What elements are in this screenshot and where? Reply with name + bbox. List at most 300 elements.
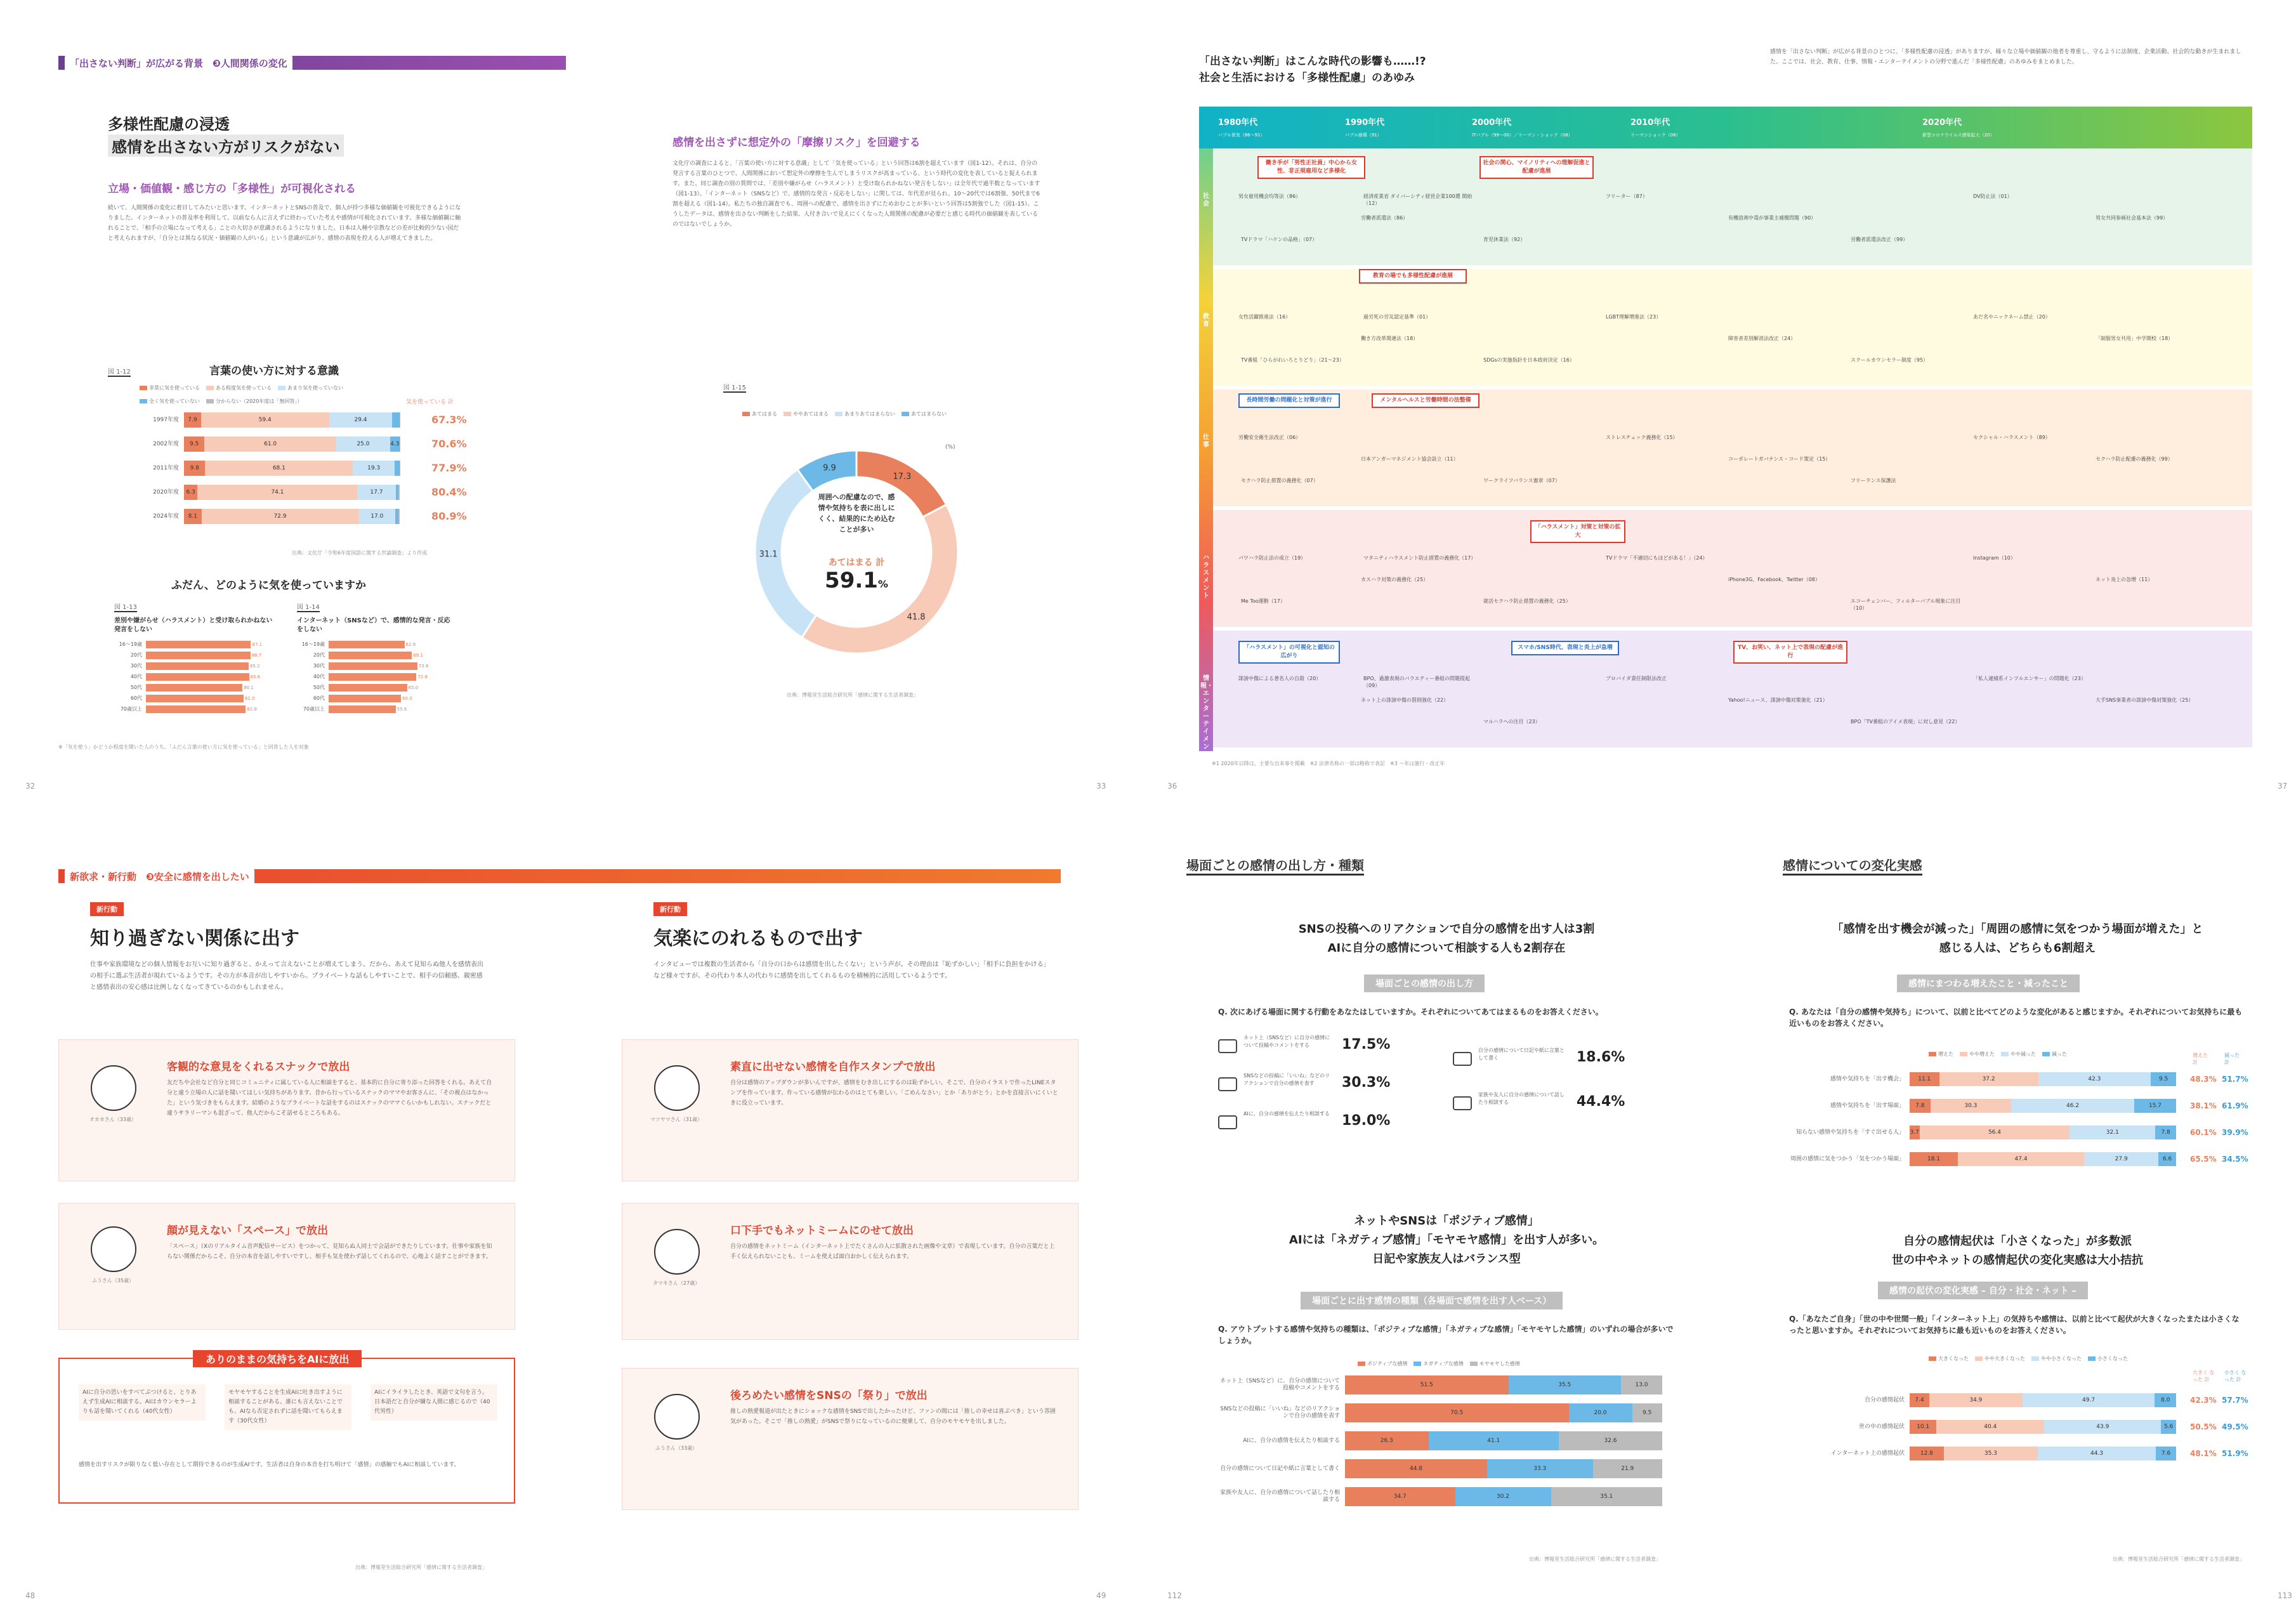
legend-label: ある程度気を使っている bbox=[216, 385, 272, 391]
bar-segment: 43.9 bbox=[2044, 1420, 2161, 1434]
row-label: 60代 bbox=[130, 695, 142, 701]
stat-icon bbox=[1218, 1115, 1237, 1129]
bar-value: 62.9 bbox=[405, 642, 416, 647]
donut-total-pct: % bbox=[877, 578, 888, 590]
total-dec: 51.9% bbox=[2222, 1449, 2248, 1458]
legend-label: 小さくなった bbox=[2097, 1356, 2128, 1362]
ai-box-body: 感情を出すリスクが限りなく低い存在として期待できるのが生成AIです。生活者は自身の本音を打ち明けて「感情」の感触でもAIに相談しています。 bbox=[79, 1462, 460, 1468]
row-label: 感情や気持ちを「出す場面」 bbox=[1830, 1102, 1905, 1109]
bar-segment: 9.8 bbox=[184, 461, 205, 476]
bar-segment: 7.6 bbox=[2156, 1447, 2176, 1460]
p8-sub-1: 感情にまつわる増えたこと・減ったこと bbox=[1897, 975, 2080, 992]
avatar-name: タマキさん（27歳） bbox=[652, 1280, 700, 1286]
stack-chart-3 bbox=[1789, 1393, 2246, 1482]
bar-mark bbox=[146, 652, 251, 659]
spread-2 bbox=[1161, 0, 2296, 806]
bar-segment: 56.4 bbox=[1920, 1126, 2070, 1139]
row-label: 世の中の感情起伏 bbox=[1858, 1423, 1905, 1430]
timeline-item: ネット炎上の急増（11） bbox=[2096, 577, 2153, 582]
bar-segment: 42.3 bbox=[2038, 1072, 2151, 1086]
timeline-item: TVドラマ「不適切にもほどがある！」（24） bbox=[1606, 555, 1708, 561]
bar-row bbox=[184, 461, 400, 476]
bar-row bbox=[1910, 1152, 2176, 1166]
p5-title: 知り過ぎない関係に出す bbox=[90, 928, 299, 950]
legend-swatch bbox=[2031, 1356, 2039, 1361]
sc2-title: インターネット（SNSなど）で、感情的な発言・反応をしない bbox=[297, 617, 450, 633]
stack1-legend bbox=[1358, 1360, 1624, 1367]
legend-label: あてはまる bbox=[752, 411, 777, 417]
new-action-tag-2: 新行動 bbox=[653, 902, 687, 916]
row-label: 周囲の感情に気をつかう「気をつかう場面」 bbox=[1790, 1155, 1905, 1162]
sc1-title: 差別や嫌がらせ（ハラスメント）と受け取られかねない発言をしない bbox=[114, 617, 273, 633]
legend-item bbox=[1929, 1355, 1969, 1362]
bar-mark bbox=[146, 662, 249, 670]
bar-segment: 8.1 bbox=[184, 509, 202, 524]
p6-card-1 bbox=[622, 1039, 1079, 1181]
bar-segment: 32.6 bbox=[1559, 1431, 1662, 1450]
bar-segment: 33.3 bbox=[1487, 1459, 1593, 1478]
page-number-49: 49 bbox=[1096, 1591, 1106, 1600]
spread-1 bbox=[0, 0, 1123, 806]
chart1-legend bbox=[140, 384, 406, 405]
timeline-highlight-red: メンタルヘルスと労働時間の法整備 bbox=[1372, 393, 1479, 408]
bar-mark bbox=[329, 705, 396, 713]
p1-body: 続いて、人間関係の変化に着目してみたいと思います。インターネットとSNSの普及で、個人が持つ多様な価値観を可視化できるようになりました。インターネットの普及率を利用して、以前なら人に言えずに終わっていた考えや感情が可視化されています。多様な価値観に触れることで、「相手の立場になって考える」ことの大切さが意識されるようになりました。日本は人種や宗教などの差が比較的少ない国だと考えられますが、「自分とは異なる状況・価値観の人がいる」という意識が広がり、感情の表現を控える人が増えてきました。 bbox=[108, 205, 461, 242]
legend-label: やや大きくなった bbox=[1984, 1356, 2025, 1362]
bar-value: 65.0 bbox=[408, 685, 419, 690]
timeline-item: TV番組「ひらがれいろとりどり」（21〜23） bbox=[1241, 357, 1344, 363]
timeline-highlight-red: 「ハラスメント」対策と対策の拡大 bbox=[1530, 520, 1625, 543]
bar-segment: 29.4 bbox=[329, 412, 393, 428]
timeline-item: SDGsの実施指針を日本政府決定（16） bbox=[1483, 357, 1575, 363]
band bbox=[1213, 269, 2252, 386]
bar-mark bbox=[146, 705, 246, 713]
legend-swatch bbox=[2042, 1052, 2050, 1056]
era-sub: バブル崩壊（91） bbox=[1345, 133, 1382, 138]
stack2-legend bbox=[1929, 1051, 2157, 1058]
timeline-item: スクールカウンセラー制度（95） bbox=[1851, 357, 1929, 363]
row-label: 2024年度 bbox=[153, 513, 179, 520]
band bbox=[1213, 148, 2252, 265]
donut-legend bbox=[742, 410, 996, 417]
bar-segment: 41.1 bbox=[1429, 1431, 1559, 1450]
bar-segment: 30.2 bbox=[1455, 1487, 1551, 1506]
fig-1-14-label: 図 1-14 bbox=[297, 601, 320, 612]
timeline-highlight-red: TV、お笑い、ネット上で表現の配慮が進行 bbox=[1733, 641, 1847, 664]
timeline-bands bbox=[1200, 148, 2252, 758]
page-number-37: 37 bbox=[2278, 782, 2288, 791]
bar-segment: 12.8 bbox=[1910, 1447, 1944, 1460]
legend-swatch bbox=[1414, 1362, 1421, 1366]
card-body: 友だちや会社など自分と同じコミュニティに属している人に相談をすると、基本的に自分に寄り添った回答をくれる。あえて自分と違う立場の人に話を聞いてほしい気持ちがあります。昔から行っているスナックのママやお客さんに、「その視点はなかった」という気づきをもらえます。結婚のようなプライベートな話をするのはスナックのママぐらいかもしれない。スナックだと違うサラリーマンも混ざって、他人だからこそ話せるところもある。 bbox=[167, 1080, 492, 1117]
legend-item bbox=[902, 410, 947, 417]
p7-source: 出典：博報堂生活総合研究所「感情に関する生活者調査」 bbox=[1529, 1556, 1661, 1562]
bar-segment: 13.0 bbox=[1621, 1375, 1662, 1395]
stat-icon bbox=[1218, 1039, 1237, 1053]
timeline-item: 経済産業省 ダイバーシティ経営企業100選 開始（12） bbox=[1363, 194, 1473, 206]
bar-value: 69.1 bbox=[413, 653, 423, 658]
row-label: 40代 bbox=[313, 674, 325, 679]
avatar-name: マツヤマさん（31歳） bbox=[650, 1117, 702, 1122]
bar-row bbox=[1345, 1487, 1662, 1506]
timeline-item: 日本アンガーマネジメント協会設立（11） bbox=[1361, 456, 1459, 462]
bar-segment bbox=[395, 461, 400, 476]
legend-label: 分からない（2020年度は「無回答」） bbox=[216, 398, 303, 404]
legend-label: モヤモヤした感情 bbox=[1479, 1361, 1520, 1367]
legend-swatch bbox=[2088, 1356, 2096, 1361]
bar-segment bbox=[398, 509, 400, 524]
p1-subhead: 立場・価値観・感じ方の「多様性」が可視化される bbox=[108, 183, 356, 195]
p5-card-2 bbox=[58, 1203, 515, 1330]
legend-label: やや小さくなった bbox=[2041, 1356, 2082, 1362]
p1-title-2: 感情を出さない方がリスクがない bbox=[108, 135, 344, 157]
legend-label: 大きくなった bbox=[1938, 1356, 1969, 1362]
bar-segment: 17.0 bbox=[358, 509, 395, 524]
bar-segment bbox=[392, 412, 399, 428]
card-title: 顔が見えない「スペース」で放出 bbox=[167, 1224, 329, 1237]
row-total: 80.4% bbox=[431, 486, 467, 498]
page-number-32: 32 bbox=[25, 782, 36, 791]
p7-sub-2: 場面ごとに出す感情の種類（各場面で感情を出す人ベース） bbox=[1301, 1292, 1563, 1309]
ai-box-title: ありのままの気持ちをAIに放出 bbox=[193, 1350, 362, 1367]
stat-value: 17.5% bbox=[1342, 1037, 1391, 1053]
timeline-item: セクハラ防止措置の義務化（07） bbox=[1241, 478, 1318, 483]
bar-mark bbox=[329, 652, 412, 659]
stat-value: 30.3% bbox=[1342, 1075, 1391, 1091]
legend-item bbox=[835, 410, 895, 417]
page-number-113: 113 bbox=[2278, 1591, 2292, 1600]
timeline-item: カスハラ対策の義務化（25） bbox=[1361, 577, 1429, 582]
ai-comment-3: AIにイライラしたとき、英語で文句を言う。日本語だと自分が嫌な人間に感じるので（40代男性） bbox=[371, 1384, 497, 1421]
timeline-item: 女性活躍推進法（16） bbox=[1238, 314, 1291, 320]
bar-row bbox=[1910, 1393, 2176, 1407]
band-label: 教育 bbox=[1203, 313, 1209, 328]
bar-segment: 3.7 bbox=[1910, 1126, 1920, 1139]
legend-item bbox=[742, 410, 777, 417]
era-sub: ITバブル（99～00）／リーマン・ショック（08） bbox=[1472, 133, 1573, 138]
timeline-highlight-red: 社会の関心、マイノリティへの理解促進と配慮が進展 bbox=[1479, 156, 1594, 179]
bar-row bbox=[184, 509, 400, 524]
row-label: 自分の感情について日記や紙に言葉として書く bbox=[1220, 1465, 1340, 1472]
band bbox=[1213, 510, 2252, 627]
legend-label: 非常に気を使っている bbox=[149, 385, 200, 391]
small-chart-2 bbox=[297, 641, 456, 723]
bar-value: 82.8 bbox=[247, 707, 257, 712]
row-label: 16～19歳 bbox=[301, 641, 325, 647]
era-sub: リーマンショック（08） bbox=[1630, 133, 1681, 138]
row-label: 70歳以上 bbox=[120, 706, 142, 712]
timeline-item: ストレスチェック義務化（15） bbox=[1606, 435, 1678, 440]
stack2-header-dec: 減った 計 bbox=[2224, 1053, 2240, 1065]
stack3-header-small: 小さく なった 計 bbox=[2224, 1370, 2247, 1382]
bar-value: 87.1 bbox=[252, 642, 263, 647]
bar-segment: 59.4 bbox=[201, 412, 329, 428]
bar-segment: 44.3 bbox=[2038, 1447, 2156, 1460]
legend-label: 全く気を使っていない bbox=[149, 398, 200, 404]
p5-card-1 bbox=[58, 1039, 515, 1181]
bar-row bbox=[184, 485, 400, 500]
p7-title-2: ネットやSNSは「ポジティブ感情」 AIには「ネガティブ感情」「モヤモヤ感情」を出す人が多い。 日記や家族友人はバランス型 bbox=[1289, 1214, 1604, 1266]
timeline-item: 育児休業法（92） bbox=[1483, 237, 1526, 242]
donut-value: 41.8 bbox=[907, 612, 926, 622]
timeline-item: セクハラ防止配慮の義務化（99） bbox=[2096, 456, 2173, 462]
total-inc: 48.3% bbox=[2190, 1075, 2217, 1084]
band bbox=[1213, 631, 2252, 747]
bar-value: 81.0 bbox=[244, 696, 255, 701]
row-total: 77.9% bbox=[431, 462, 467, 474]
bar-segment: 20.0 bbox=[1569, 1403, 1632, 1422]
bar-segment: 4.3 bbox=[390, 436, 400, 452]
timeline-eras bbox=[1199, 107, 2252, 148]
bar-mark bbox=[329, 673, 416, 681]
timeline-item: セクシャル・ハラスメント（89） bbox=[1973, 435, 2050, 440]
legend-item bbox=[2031, 1355, 2082, 1362]
bar-value: 55.6 bbox=[397, 707, 407, 712]
total-dec: 61.9% bbox=[2222, 1101, 2248, 1110]
donut-value: 17.3 bbox=[893, 471, 912, 482]
era-label: 1980年代 bbox=[1218, 118, 1258, 128]
legend-item bbox=[1975, 1355, 2025, 1362]
total-inc: 50.5% bbox=[2190, 1422, 2217, 1431]
row-label: 家族や友人に、自分の感情について話したり相談する bbox=[1220, 1490, 1340, 1503]
bar-segment: 9.5 bbox=[184, 436, 204, 452]
era-sub: バブル景気（86～91） bbox=[1218, 133, 1265, 138]
chart1-bars bbox=[146, 412, 467, 539]
section-label-3: 新欲求・新行動 ❸安全に感情を出したい bbox=[65, 869, 254, 884]
row-label: 20代 bbox=[313, 652, 325, 658]
avatar bbox=[654, 1065, 700, 1111]
legend-swatch bbox=[1960, 1052, 1967, 1056]
stat-value: 44.4% bbox=[1577, 1094, 1625, 1110]
bar-segment: 35.1 bbox=[1551, 1487, 1663, 1506]
timeline-item: 「制服男女共用」中学開校（18） bbox=[2096, 336, 2174, 341]
p3-title-2: 社会と生活における「多様性配慮」のあゆみ bbox=[1199, 72, 1415, 84]
bar-segment: 21.9 bbox=[1593, 1459, 1663, 1478]
timeline-item: あだ名やニックネーム禁止（20） bbox=[1973, 314, 2050, 320]
p7-q-2: Q. アウトプットする感情や気持ちの種類は、「ポジティブな感情」「ネガティブな感情」「モヤモヤした感情」のいずれの場合が多いでしょうか。 bbox=[1218, 1325, 1674, 1345]
bar-value: 60.0 bbox=[402, 696, 412, 701]
legend-label: ポジティブな感情 bbox=[1367, 1361, 1408, 1367]
legend-item bbox=[1414, 1360, 1463, 1367]
bar-segment: 7.9 bbox=[184, 412, 201, 428]
total-dec: 34.5% bbox=[2222, 1155, 2248, 1164]
total-inc: 38.1% bbox=[2190, 1101, 2217, 1110]
ai-comment-1: AIに自分の思いをすべてぶつけると、とりあえず生成AIに相談する。AIはカウンセラーよりも話を聞いてくれる（40代女性） bbox=[79, 1384, 206, 1421]
card-body: 「スペース」（Xのリアルタイム音声配信サービス）をつかって、見知らぬ人同士で会話ができたりしています。仕事や家族を知らない関係だからこそ、自分の本音を話しやすいですし、相手も気を使わず話してくれるので、心地よく話すことができます。 bbox=[167, 1244, 492, 1260]
bar-mark bbox=[146, 684, 242, 692]
era-label: 2020年代 bbox=[1922, 118, 1962, 128]
bar-segment: 18.1 bbox=[1910, 1152, 1958, 1166]
total-dec: 49.5% bbox=[2222, 1422, 2248, 1431]
card-title: 客観的な意見をくれるスナックで放出 bbox=[167, 1061, 350, 1073]
bar-mark bbox=[146, 641, 251, 648]
fig-1-12-label: 図 1-12 bbox=[108, 366, 131, 377]
timeline-highlight-red: 働き手が「男性正社員」中心から女性、非正規雇用など多様化 bbox=[1257, 156, 1365, 179]
row-label: ネット上（SNSなど）に、自分の感情について投稿やコメントをする bbox=[1220, 1378, 1340, 1391]
row-label: AIに、自分の感情を伝えたり相談する bbox=[1243, 1437, 1340, 1444]
p8-title-2: 自分の感情起伏は「小さくなった」が多数派 世の中やネットの感情起伏の変化実感は大小拮抗 bbox=[1892, 1235, 2143, 1267]
timeline-item: 就活セクハラ防止措置の義務化（25） bbox=[1483, 598, 1571, 604]
p8-source: 出典：博報堂生活総合研究所「感情に関する生活者調査」 bbox=[2113, 1556, 2245, 1562]
legend-swatch bbox=[902, 412, 909, 416]
stat-value: 19.0% bbox=[1342, 1113, 1391, 1129]
bar-segment: 44.8 bbox=[1345, 1459, 1487, 1478]
timeline-item: iPhone3G、Facebook、Twitter（08） bbox=[1728, 577, 1820, 582]
legend-swatch bbox=[206, 399, 214, 404]
p6-card-2 bbox=[622, 1203, 1079, 1340]
stat-label: 家族や友人に自分の感情について話したり相談する bbox=[1478, 1092, 1565, 1105]
era-label: 2010年代 bbox=[1630, 118, 1670, 128]
band bbox=[1213, 390, 2252, 506]
stat-icon bbox=[1453, 1096, 1472, 1110]
total-inc: 60.1% bbox=[2190, 1128, 2217, 1137]
p6-intro: インタビューでは複数の生活者から「自分の口からは感情を出したくない」という声が。その理由は「恥ずかしい」「相手に負担をかける」など様々ですが、その代わり本人の代わりに感情を出してくれるものを積極的に活用しているようです。 bbox=[653, 961, 1047, 980]
bar-segment: 11.1 bbox=[1910, 1072, 1939, 1086]
p1-title-1: 多様性配慮の浸透 bbox=[108, 115, 230, 133]
section-bar-3 bbox=[58, 869, 1061, 883]
timeline-item: コーポレートガバナンス・コード策定（15） bbox=[1728, 456, 1831, 462]
section-bar bbox=[58, 56, 566, 70]
timeline-item: Me Too運動（17） bbox=[1241, 598, 1285, 604]
timeline-item: ネット上の誹謗中傷の罰則強化（22） bbox=[1361, 697, 1449, 703]
donut-unit: (%) bbox=[945, 444, 955, 450]
p6-card-3 bbox=[622, 1368, 1079, 1510]
bar-value: 85.6 bbox=[250, 674, 261, 679]
stat-icon bbox=[1453, 1052, 1472, 1066]
bar-segment: 51.5 bbox=[1345, 1375, 1509, 1395]
timeline-item: Yahoo!ニュース、誹謗中傷対策強化（21） bbox=[1728, 697, 1828, 703]
p5-intro: 仕事や家族環境などの個人情報をお互いに知り過ぎると、かえって言えないことが増えてしまう。だから、あえて見知らぬ他人を感情表出の相手に選ぶ生活者が現れているようです。その方が本音が出しやすいから。プライベートな話もしやすいことで、相手の信頼感、親密感と感情表出の安心感は比例しなくなってきているのかもしれません。 bbox=[90, 961, 483, 991]
bar-segment: 7.8 bbox=[2155, 1126, 2176, 1139]
bar-row bbox=[1345, 1431, 1662, 1450]
p8-section: 感情についての変化実感 bbox=[1783, 855, 1922, 876]
timeline-item: マルハラへの注目（23） bbox=[1483, 719, 1540, 725]
stat-label: AIに、自分の感情を伝えたり相談する bbox=[1243, 1111, 1330, 1117]
bar-value: 85.2 bbox=[249, 664, 260, 669]
legend-swatch bbox=[1358, 1362, 1365, 1366]
bar-segment: 19.3 bbox=[353, 461, 395, 476]
row-label: 2002年度 bbox=[153, 440, 179, 447]
avatar bbox=[654, 1229, 700, 1275]
new-action-tag-1: 新行動 bbox=[90, 902, 124, 916]
legend-label: やや減った bbox=[2011, 1051, 2036, 1057]
bar-row bbox=[1345, 1459, 1662, 1478]
timeline-item: マタニティハラスメント防止措置の義務化（17） bbox=[1363, 555, 1476, 561]
band-label: 社会 bbox=[1203, 193, 1209, 207]
card-title: 口下手でもネットミームにのせて放出 bbox=[730, 1224, 914, 1237]
ai-comment-2: モヤモヤすることを生成AIに吐き出すように相談することがある。誰にも言えないことでも、AIなら否定されずに話を聞いてもらえます（30代女性） bbox=[225, 1384, 351, 1430]
p7-sub-1: 場面ごとの感情の出し方 bbox=[1364, 975, 1485, 992]
chart1-col-label: 気を使っている 計 bbox=[406, 399, 454, 405]
bar-segment: 15.7 bbox=[2134, 1099, 2176, 1113]
timeline-item: TVドラマ「ハケンの品格」（07） bbox=[1241, 237, 1318, 242]
timeline-item: 「私人逮捕系インフルエンサー」の問題化（23） bbox=[1973, 676, 2086, 681]
p3-intro: 感情を「出さない判断」が広がる背景のひとつに、「多様性配慮の浸透」がありますが、様々な立場や価値観の他者を尊重し、守るように法制度、企業活動、社会的な動きが生まれました。ここでは、社会、教育、仕事、情報・エンターテイメントの分野で進んだ「多様性配慮」のあゆみをまとめました。 bbox=[1770, 49, 2241, 65]
timeline-item: エコーチェンバー、フィルターバブル現象に注目（10） bbox=[1851, 598, 1961, 611]
total-dec: 39.9% bbox=[2222, 1128, 2248, 1137]
stack-chart-2 bbox=[1789, 1072, 2246, 1186]
legend-label: ネガティブな感情 bbox=[1423, 1361, 1464, 1367]
legend-swatch bbox=[2001, 1052, 2009, 1056]
timeline-highlight-blue: 「ハラスメント」の可視化と認知の広がり bbox=[1238, 641, 1340, 664]
avatar bbox=[654, 1394, 700, 1440]
page-number-112: 112 bbox=[1167, 1591, 1182, 1600]
bar-row bbox=[1345, 1375, 1662, 1395]
bar-segment: 9.5 bbox=[2151, 1072, 2176, 1086]
p7-section: 場面ごとの感情の出し方・種類 bbox=[1186, 855, 1364, 876]
legend-item bbox=[2001, 1051, 2036, 1058]
bar-segment: 7.8 bbox=[1910, 1099, 1931, 1113]
timeline-item: BPO「TV番組のアイメ表現」に対し意見（22） bbox=[1851, 719, 1960, 725]
timeline-side bbox=[1199, 148, 1213, 751]
legend-item bbox=[1960, 1051, 1995, 1058]
legend-swatch bbox=[140, 399, 147, 404]
row-label: 1997年度 bbox=[153, 416, 179, 423]
legend-item bbox=[2042, 1051, 2067, 1058]
bar-segment: 68.1 bbox=[205, 461, 353, 476]
legend-swatch bbox=[278, 386, 285, 390]
bar-segment: 61.0 bbox=[204, 436, 336, 452]
bar-mark bbox=[329, 684, 407, 692]
bar-row bbox=[1910, 1420, 2176, 1434]
timeline-item: フリーランス保護法 bbox=[1851, 478, 1896, 483]
p6-title: 気楽にのれるもので出す bbox=[653, 928, 863, 950]
timeline-item: 大手SNS事業者の誹謗中傷対策強化（25） bbox=[2096, 697, 2194, 703]
band-label: 仕事 bbox=[1203, 434, 1209, 449]
row-label: 50代 bbox=[130, 685, 142, 690]
bar-segment: 37.2 bbox=[1939, 1072, 2038, 1086]
bar-mark bbox=[329, 662, 417, 670]
bar-segment: 34.9 bbox=[1929, 1393, 2023, 1407]
bar-segment: 72.9 bbox=[202, 509, 359, 524]
legend-label: 増えた bbox=[1938, 1051, 1953, 1057]
donut-center-text: 周囲への配慮なので、感情や気持ちを表に出しにくく、結果的にため込むことが多い bbox=[818, 493, 895, 534]
card-body: 推しの熱愛報道が出たときにショックな感情をSNSで出したかったけど、ファンの間には「推しの幸せは喜ぶべき」という雰囲気があった。そこで「推しの熱愛」がSNSで祭りになっているのに便乗して、自分のモヤモヤを出しました。 bbox=[730, 1408, 1056, 1425]
card-title: 素直に出せない感情を自作スタンプで放出 bbox=[730, 1061, 936, 1073]
bar-segment: 6.3 bbox=[184, 485, 197, 500]
bar-value: 73.6 bbox=[418, 664, 429, 669]
legend-swatch bbox=[1975, 1356, 1983, 1361]
timeline-highlight-blue: 長時間労働の問題化と対策が進行 bbox=[1238, 393, 1340, 408]
row-total: 80.9% bbox=[431, 510, 467, 522]
bar-segment: 32.1 bbox=[2070, 1126, 2155, 1139]
p7-icon-stats bbox=[1218, 1034, 1675, 1148]
legend-swatch bbox=[835, 412, 843, 416]
p1-note: ※「気を使う」かどうか程度を聞いた人のうち、「ふだん言葉の使い方に気を使っている」と回答した人を対象 bbox=[58, 744, 309, 750]
bar-row bbox=[1345, 1403, 1662, 1422]
legend-swatch bbox=[1470, 1362, 1478, 1366]
bar-row bbox=[1910, 1099, 2176, 1113]
total-inc: 65.5% bbox=[2190, 1155, 2217, 1164]
timeline-item: 男女雇用機会均等法（86） bbox=[1238, 194, 1301, 199]
row-label: 感情や気持ちを「出す機会」 bbox=[1830, 1075, 1905, 1082]
p8-sub-2: 感情の起伏の変化実感 – 自分・社会・ネット – bbox=[1878, 1282, 2088, 1299]
donut-value: 31.1 bbox=[759, 549, 778, 560]
row-label: 50代 bbox=[313, 685, 325, 690]
legend-label: あまり気を使っていない bbox=[287, 385, 343, 391]
era-label: 2000年代 bbox=[1472, 118, 1512, 128]
bar-value: 72.8 bbox=[417, 674, 428, 679]
timeline-item: 障害者差別解消法改正（24） bbox=[1728, 336, 1796, 341]
p5-source: 出典：博報堂生活総合研究所「感情に関する生活者調査」 bbox=[355, 1565, 487, 1570]
timeline-item: LGBT理解増進法（23） bbox=[1606, 314, 1662, 320]
bar-segment: 17.7 bbox=[357, 485, 395, 500]
legend-swatch bbox=[1929, 1052, 1936, 1056]
legend-item bbox=[784, 410, 829, 417]
bar-segment: 40.4 bbox=[1936, 1420, 2044, 1434]
bar-segment: 35.5 bbox=[1509, 1375, 1622, 1395]
avatar bbox=[91, 1065, 136, 1111]
